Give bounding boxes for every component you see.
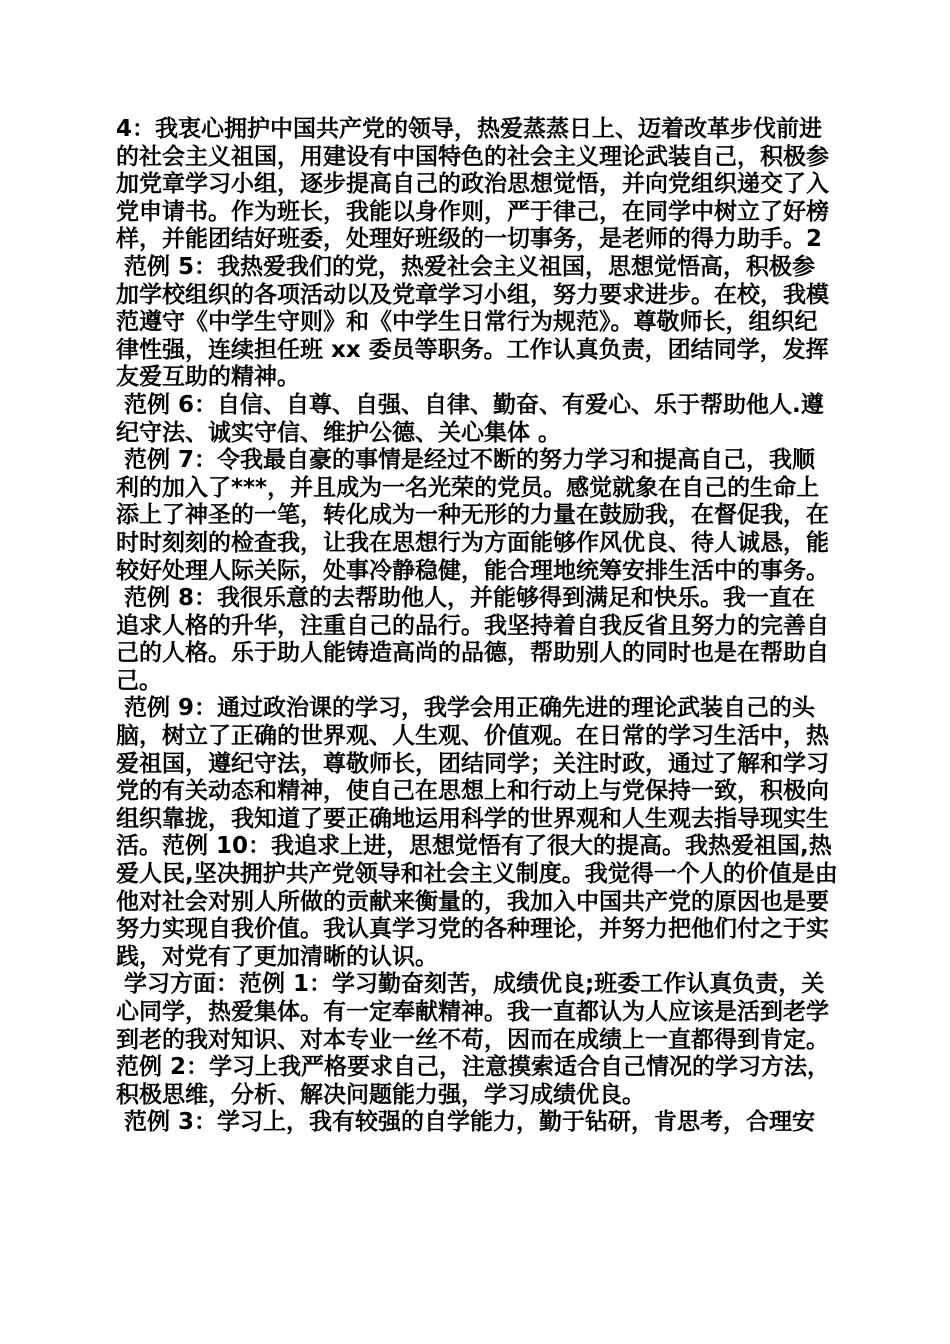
- paragraph-example-4: 4：我衷心拥护中国共产党的领导，热爱蒸蒸日上、迈着改革步伐前进的社会主义祖国，用建设有中国特色的社会主义理论武装自己，积极参加党章学习小组，逐步提高自己的政治思想觉悟，并向党组织递交了入党申请书。作为班长，我能以身作则，严于律己，在同学中树立了好榜样，并能团结好班委，处理好班级的一切事务，是老师的得力助手。2: [116, 116, 829, 253]
- paragraph-study-example-1: 学习方面：范例 1：学习勤奋刻苦，成绩优良;班委工作认真负责，关心同学，热爱集体。有一定奉献精神。我一直都认为人应该是活到老学到老的我对知识、对本专业一丝不苟，因而在成绩上一直都得到肯定。: [116, 971, 829, 1053]
- document-page: [116, 116, 838, 1137]
- paragraph-example-5: 范例 5：我热爱我们的党，热爱社会主义祖国，思想觉悟高，积极参加学校组织的各项活动以及党章学习小组，努力要求进步。在校，我模范遵守《中学生守则》和《中学生日常行为规范》。尊敬师长，组织纪律性强，连续担任班 xx 委员等职务。工作认真负责，团结同学，发挥友爱互助的精神。: [116, 253, 829, 391]
- paragraph-study-example-2: 范例 2：学习上我严格要求自己，注意摸索适合自己情况的学习方法，积极思维，分析、解决问题能力强，学习成绩优良。: [116, 1054, 831, 1108]
- paragraph-example-7: 范例 7：令我最自豪的事情是经过不断的努力学习和提高自己，我顺利的加入了***，并且成为一名光荣的党员。感觉就象在自己的生命上添上了神圣的一笔，转化成为一种无形的力量在鼓励我，在督促我，在时时刻刻的检查我，让我在思想行为方面能够作风优良、待人诚恳，能较好处理人际关际，处事冷静稳健，能合理地统筹安排生活中的事务。: [116, 447, 829, 584]
- paragraph-study-example-3: 范例 3：学习上，我有较强的自学能力，勤于钻研，肯思考，合理安: [116, 1109, 816, 1136]
- paragraph-example-6: 范例 6：自信、自尊、自强、自律、勤奋、有爱心、乐于帮助他人.遵纪守法、诚实守信、维护公德、关心集体 。: [116, 391, 824, 446]
- paragraph-example-8: 范例 8：我很乐意的去帮助他人，并能够得到满足和快乐。我一直在追求人格的升华，注重自己的品行。我坚持着自我反省且努力的完善自己的人格。乐于助人能铸造高尚的品德，帮助别人的同时也是在帮助自己。: [116, 585, 829, 694]
- paragraph-example-9-10: 范例 9：通过政治课的学习，我学会用正确先进的理论武装自己的头脑，树立了正确的世界观、人生观、价值观。在日常的学习生活中，热爱祖国，遵纪守法，尊敬师长，团结同学；关注时政，通过了解和学习党的有关动态和精神，使自己在思想上和行动上与党保持一致，积极向组织靠拢，我知道了要正确地运用科学的世界观和人生观去指导现实生活。范例 10：我追求上进，思想觉悟有了很大的提高。我热爱祖国,热爱人民,坚决拥护共产党领导和社会主义制度。我觉得一个人的价值是由他对社会对别人所做的贡献来衡量的，我加入中国共产党的原因也是要努力实现自我价值。我认真学习党的各种理论，并努力把他们付之于实践，对党有了更加清晰的认识。: [116, 695, 838, 970]
